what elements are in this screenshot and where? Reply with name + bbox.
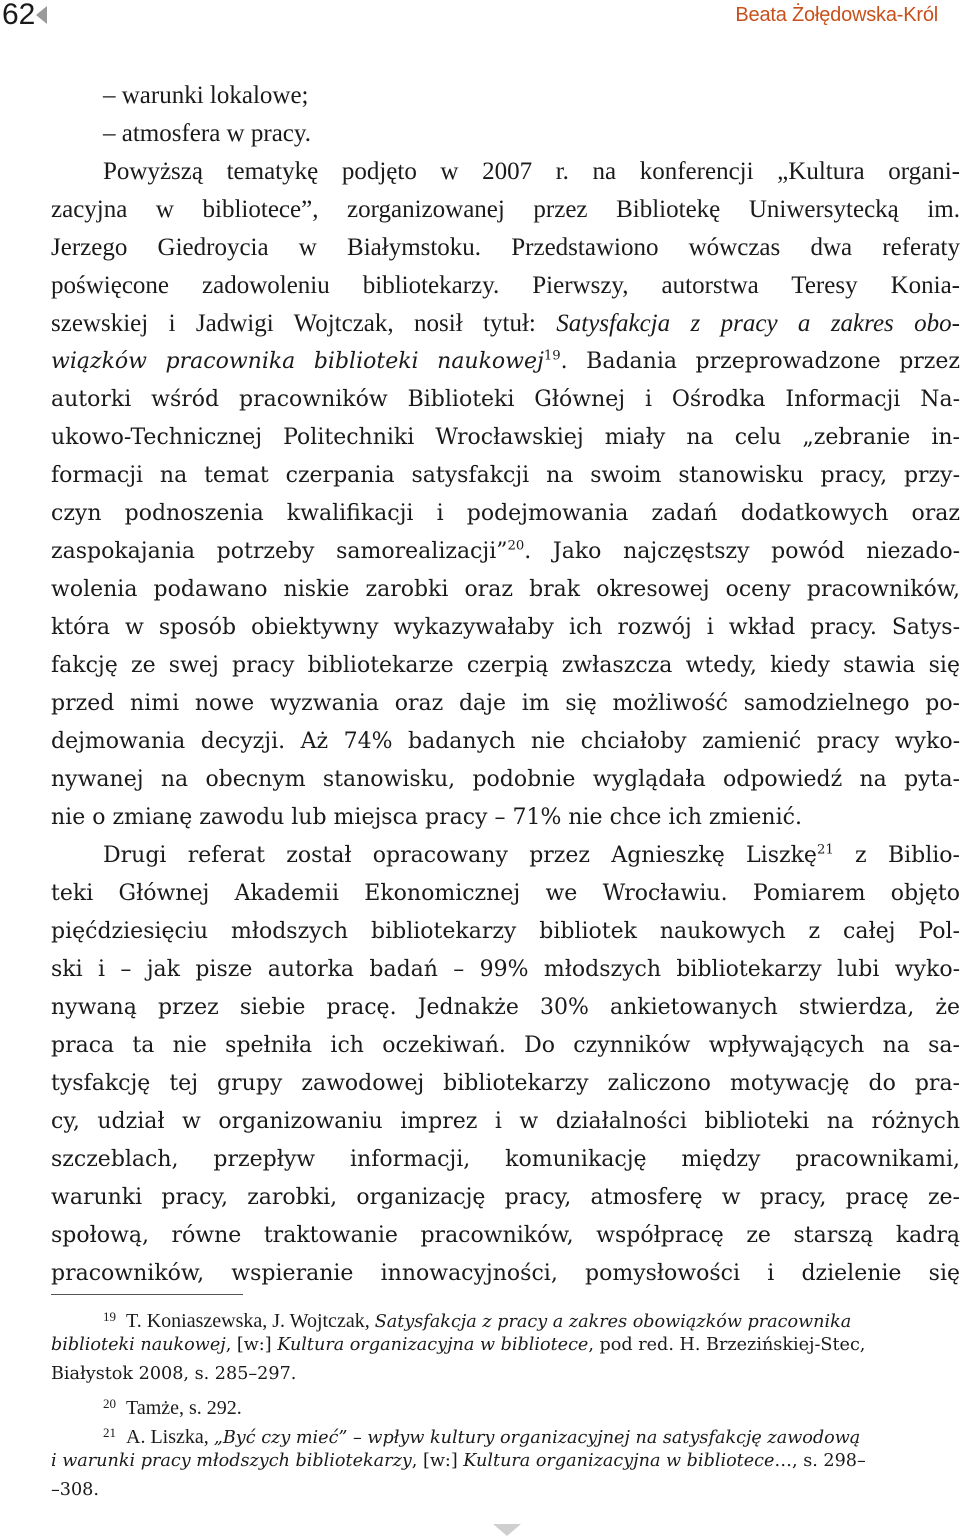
footnote-number: 19 — [103, 1309, 116, 1324]
paragraph-1-line: zaspokajania potrzeby samorealizacji”$^{20}$. Jako najczęstszy powód niezado- — [51, 538, 960, 564]
paragraph-1-line: Jerzego Giedroycia w Białymstoku. Przedstawiono wówczas dwa referaty — [51, 234, 960, 261]
paragraph-2-line: pięćdziesięciu młodszych bibliotekarzy bibliotek naukowych z całej Pol- — [51, 919, 960, 944]
footnote-19-line: Białystok 2008, s. 285–297. — [51, 1364, 297, 1384]
paragraph-2-line: Drugi referat został opracowany przez Agnieszkę Liszkę$^{21}$ z Biblio- — [103, 842, 960, 868]
paragraph-1-line: poświęcone zadowoleniu bibliotekarzy. Pierwszy, autorstwa Teresy Konia- — [51, 272, 960, 299]
paragraph-2-line: społową, równe traktowanie pracowników, współpracę ze starszą kadrą — [51, 1223, 960, 1248]
paragraph-1-line: formacji na temat czerpania satysfakcji na swoim stanowisku pracy, przy- — [51, 463, 960, 488]
paragraph-1-line: przed nimi nowe wyzwania oraz daje im się możliwość samodzielnego po- — [51, 691, 960, 716]
paragraph-2-line: szczeblach, przepływ informacji, komunikację między pracownikami, — [51, 1147, 960, 1172]
paragraph-2-line: cy, udział w organizowaniu imprez i w działalności biblioteki na różnych — [51, 1109, 960, 1134]
paragraph-1-line: wolenia podawano niskie zarobki oraz brak okresowej oceny pracowników, — [51, 577, 960, 602]
paragraph-1-line: ukowo-Technicznej Politechniki Wrocławskiej miały na celu „zebranie in- — [51, 425, 960, 450]
footnote-19: $^{19}$ T. Koniaszewska, J. Wojtczak, Satysfakcja z pracy a zakres obowiązków pracownika — [103, 1309, 852, 1332]
paragraph-1-line: nywanej na obecnym stanowisku, podobnie wyglądała odpowiedź na pyta- — [51, 767, 960, 792]
footnote-number: 20 — [103, 1396, 116, 1411]
footnote-20: $^{20}$ Tamże, s. 292. — [103, 1396, 242, 1419]
footnote-21-line: i warunki pracy młodszych bibliotekarzy, [w:] Kultura organizacyjna w bibliotece…, s. 298– — [51, 1451, 866, 1471]
footnotes — [51, 1302, 960, 1505]
paragraph-1-line: Powyższą tematykę podjęto w 2007 r. na konferencji „Kultura organi- — [103, 158, 960, 185]
paragraph-1-line: szewskiej i Jadwigi Wojtczak, nosił tytuł: Satysfakcja z pracy a zakres obo- — [51, 310, 960, 337]
paragraph-1-line: fakcję ze swej pracy bibliotekarze czerpią zwłaszcza wtedy, kiedy stawia się — [51, 653, 960, 678]
page-bottom-triangle-icon — [493, 1524, 521, 1536]
paragraph-2-line: praca ta nie spełniła ich oczekiwań. Do czynników wpływających na sa- — [51, 1033, 960, 1058]
footnote-21-line: –308. — [51, 1480, 99, 1500]
footnote-number: 21 — [103, 1425, 116, 1440]
paragraph-2-line: warunki pracy, zarobki, organizację pracy, atmosferę w pracy, pracę ze- — [51, 1185, 960, 1210]
paragraph-2-line: tysfakcję tej grupy zawodowej bibliotekarzy zaliczono motywację do pra- — [51, 1071, 960, 1096]
page-header — [0, 0, 960, 36]
footnote-21: $^{21}$ A. Liszka, „Być czy mieć” – wpływ kultury organizacyjnej na satysfakcję zawodową — [103, 1425, 861, 1448]
page-number: 62 — [2, 0, 36, 31]
paragraph-2-line: ski i – jak pisze autorka badań – 99% młodszych bibliotekarzy lubi wyko- — [51, 957, 960, 982]
footnote-19-line: biblioteki naukowej, [w:] Kultura organizacyjna w bibliotece, pod red. H. Brzezińskiej-Stec, — [51, 1335, 866, 1355]
running-head-author: Beata Żołędowska-Król — [735, 4, 938, 26]
paragraph-1-line: dejmowania decyzji. Aż 74% badanych nie chciałoby zamienić pracy wyko- — [51, 729, 960, 754]
list-item: – atmosfera w pracy. — [103, 120, 312, 147]
paragraph-1-line: czyn podnoszenia kwalifikacji i podejmowania zadań dodatkowych oraz — [51, 501, 960, 526]
paragraph-1-line: która w sposób obiektywny wykazywałaby ich rozwój i wkład pracy. Satys- — [51, 615, 960, 640]
paragraph-2-line: pracowników, wspieranie innowacyjności, pomysłowości i dzielenie się — [51, 1261, 960, 1286]
footnote-separator — [51, 1294, 243, 1295]
paragraph-2-line: teki Głównej Akademii Ekonomicznej we Wrocławiu. Pomiarem objęto — [51, 881, 960, 906]
body-text — [51, 77, 960, 1293]
list-item: – warunki lokalowe; — [103, 82, 309, 109]
paragraph-1-line: zacyjna w bibliotece”, zorganizowanej przez Bibliotekę Uniwersytecką im. — [51, 196, 960, 223]
paragraph-2-line: nywaną przez siebie pracę. Jednakże 30% ankietowanych stwierdza, że — [51, 995, 960, 1020]
paragraph-1-line: autorki wśród pracowników Biblioteki Głównej i Ośrodka Informacji Na- — [51, 387, 960, 412]
paragraph-1-line: nie o zmianę zawodu lub miejsca pracy – 71% nie chce ich zmienić. — [51, 805, 802, 830]
page-marker-triangle-icon — [36, 6, 47, 24]
paragraph-1-line: wiązków pracownika biblioteki naukowej$^{19}$. Badania przeprowadzone przez — [51, 348, 960, 374]
